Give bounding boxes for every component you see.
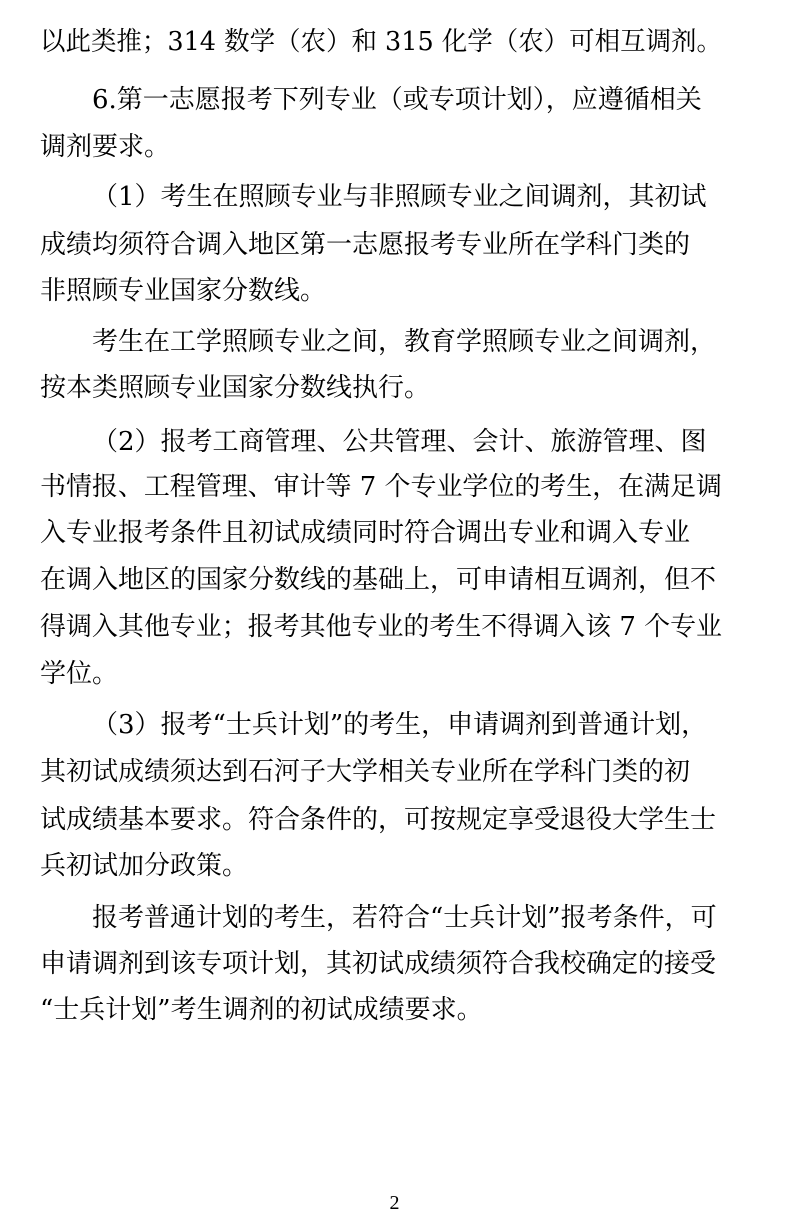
text-line bbox=[0, 322, 789, 362]
text-line bbox=[0, 654, 789, 694]
line-text: 得调入其他专业；报考其他专业的考生不得调入该 7 个专业 bbox=[40, 612, 722, 642]
text-line bbox=[0, 846, 789, 886]
text-line bbox=[0, 422, 789, 462]
line-text: （1）考生在照顾专业与非照顾专业之间调剂，其初试 bbox=[92, 182, 707, 212]
text-line bbox=[0, 271, 789, 311]
text-line bbox=[0, 467, 789, 507]
line-text: “士兵计划”考生调剂的初试成绩要求。 bbox=[40, 995, 483, 1025]
line-text: （3）报考“士兵计划”的考生，申请调剂到普通计划， bbox=[92, 710, 708, 740]
line-text: 试成绩基本要求。符合条件的，可按规定享受退役大学生士 bbox=[40, 805, 717, 835]
line-text: 考生在工学照顾专业之间，教育学照顾专业之间调剂， bbox=[92, 327, 717, 357]
text-line bbox=[0, 560, 789, 600]
line-text: 非照顾专业国家分数线。 bbox=[40, 276, 327, 306]
line-text: 兵初试加分政策。 bbox=[40, 851, 249, 881]
line-text: 报考普通计划的考生，若符合“士兵计划”报考条件，可 bbox=[92, 903, 717, 933]
page-number: 2 bbox=[389, 1192, 400, 1214]
text-line bbox=[0, 800, 789, 840]
text-line bbox=[0, 22, 789, 62]
text-line bbox=[0, 898, 789, 938]
line-text: 以此类推；314 数学（农）和 315 化学（农）可相互调剂。 bbox=[40, 27, 722, 57]
text-line bbox=[0, 944, 789, 984]
text-line bbox=[0, 752, 789, 792]
line-text: 其初试成绩须达到石河子大学相关专业所在学科门类的初 bbox=[40, 757, 691, 787]
text-line bbox=[0, 127, 789, 167]
text-line bbox=[0, 177, 789, 217]
text-line bbox=[0, 990, 789, 1030]
line-text: 申请调剂到该专项计划，其初试成绩须符合我校确定的接受 bbox=[40, 949, 717, 979]
line-text: 6.第一志愿报考下列专业（或专项计划），应遵循相关 bbox=[92, 85, 702, 115]
text-line bbox=[0, 513, 789, 553]
line-text: 书情报、工程管理、审计等 7 个专业学位的考生，在满足调 bbox=[40, 472, 722, 502]
line-text: 成绩均须符合调入地区第一志愿报考专业所在学科门类的 bbox=[40, 230, 691, 260]
text-line bbox=[0, 705, 789, 745]
line-text: 在调入地区的国家分数线的基础上，可申请相互调剂，但不 bbox=[40, 565, 717, 595]
text-line bbox=[0, 607, 789, 647]
line-text: 调剂要求。 bbox=[40, 132, 171, 162]
line-text: （2）报考工商管理、公共管理、会计、旅游管理、图 bbox=[92, 427, 707, 457]
line-text: 学位。 bbox=[40, 659, 119, 689]
line-text: 入专业报考条件且初试成绩同时符合调出专业和调入专业 bbox=[40, 518, 691, 548]
text-line bbox=[0, 225, 789, 265]
text-line bbox=[0, 368, 789, 408]
text-line bbox=[0, 80, 789, 120]
line-text: 按本类照顾专业国家分数线执行。 bbox=[40, 373, 431, 403]
